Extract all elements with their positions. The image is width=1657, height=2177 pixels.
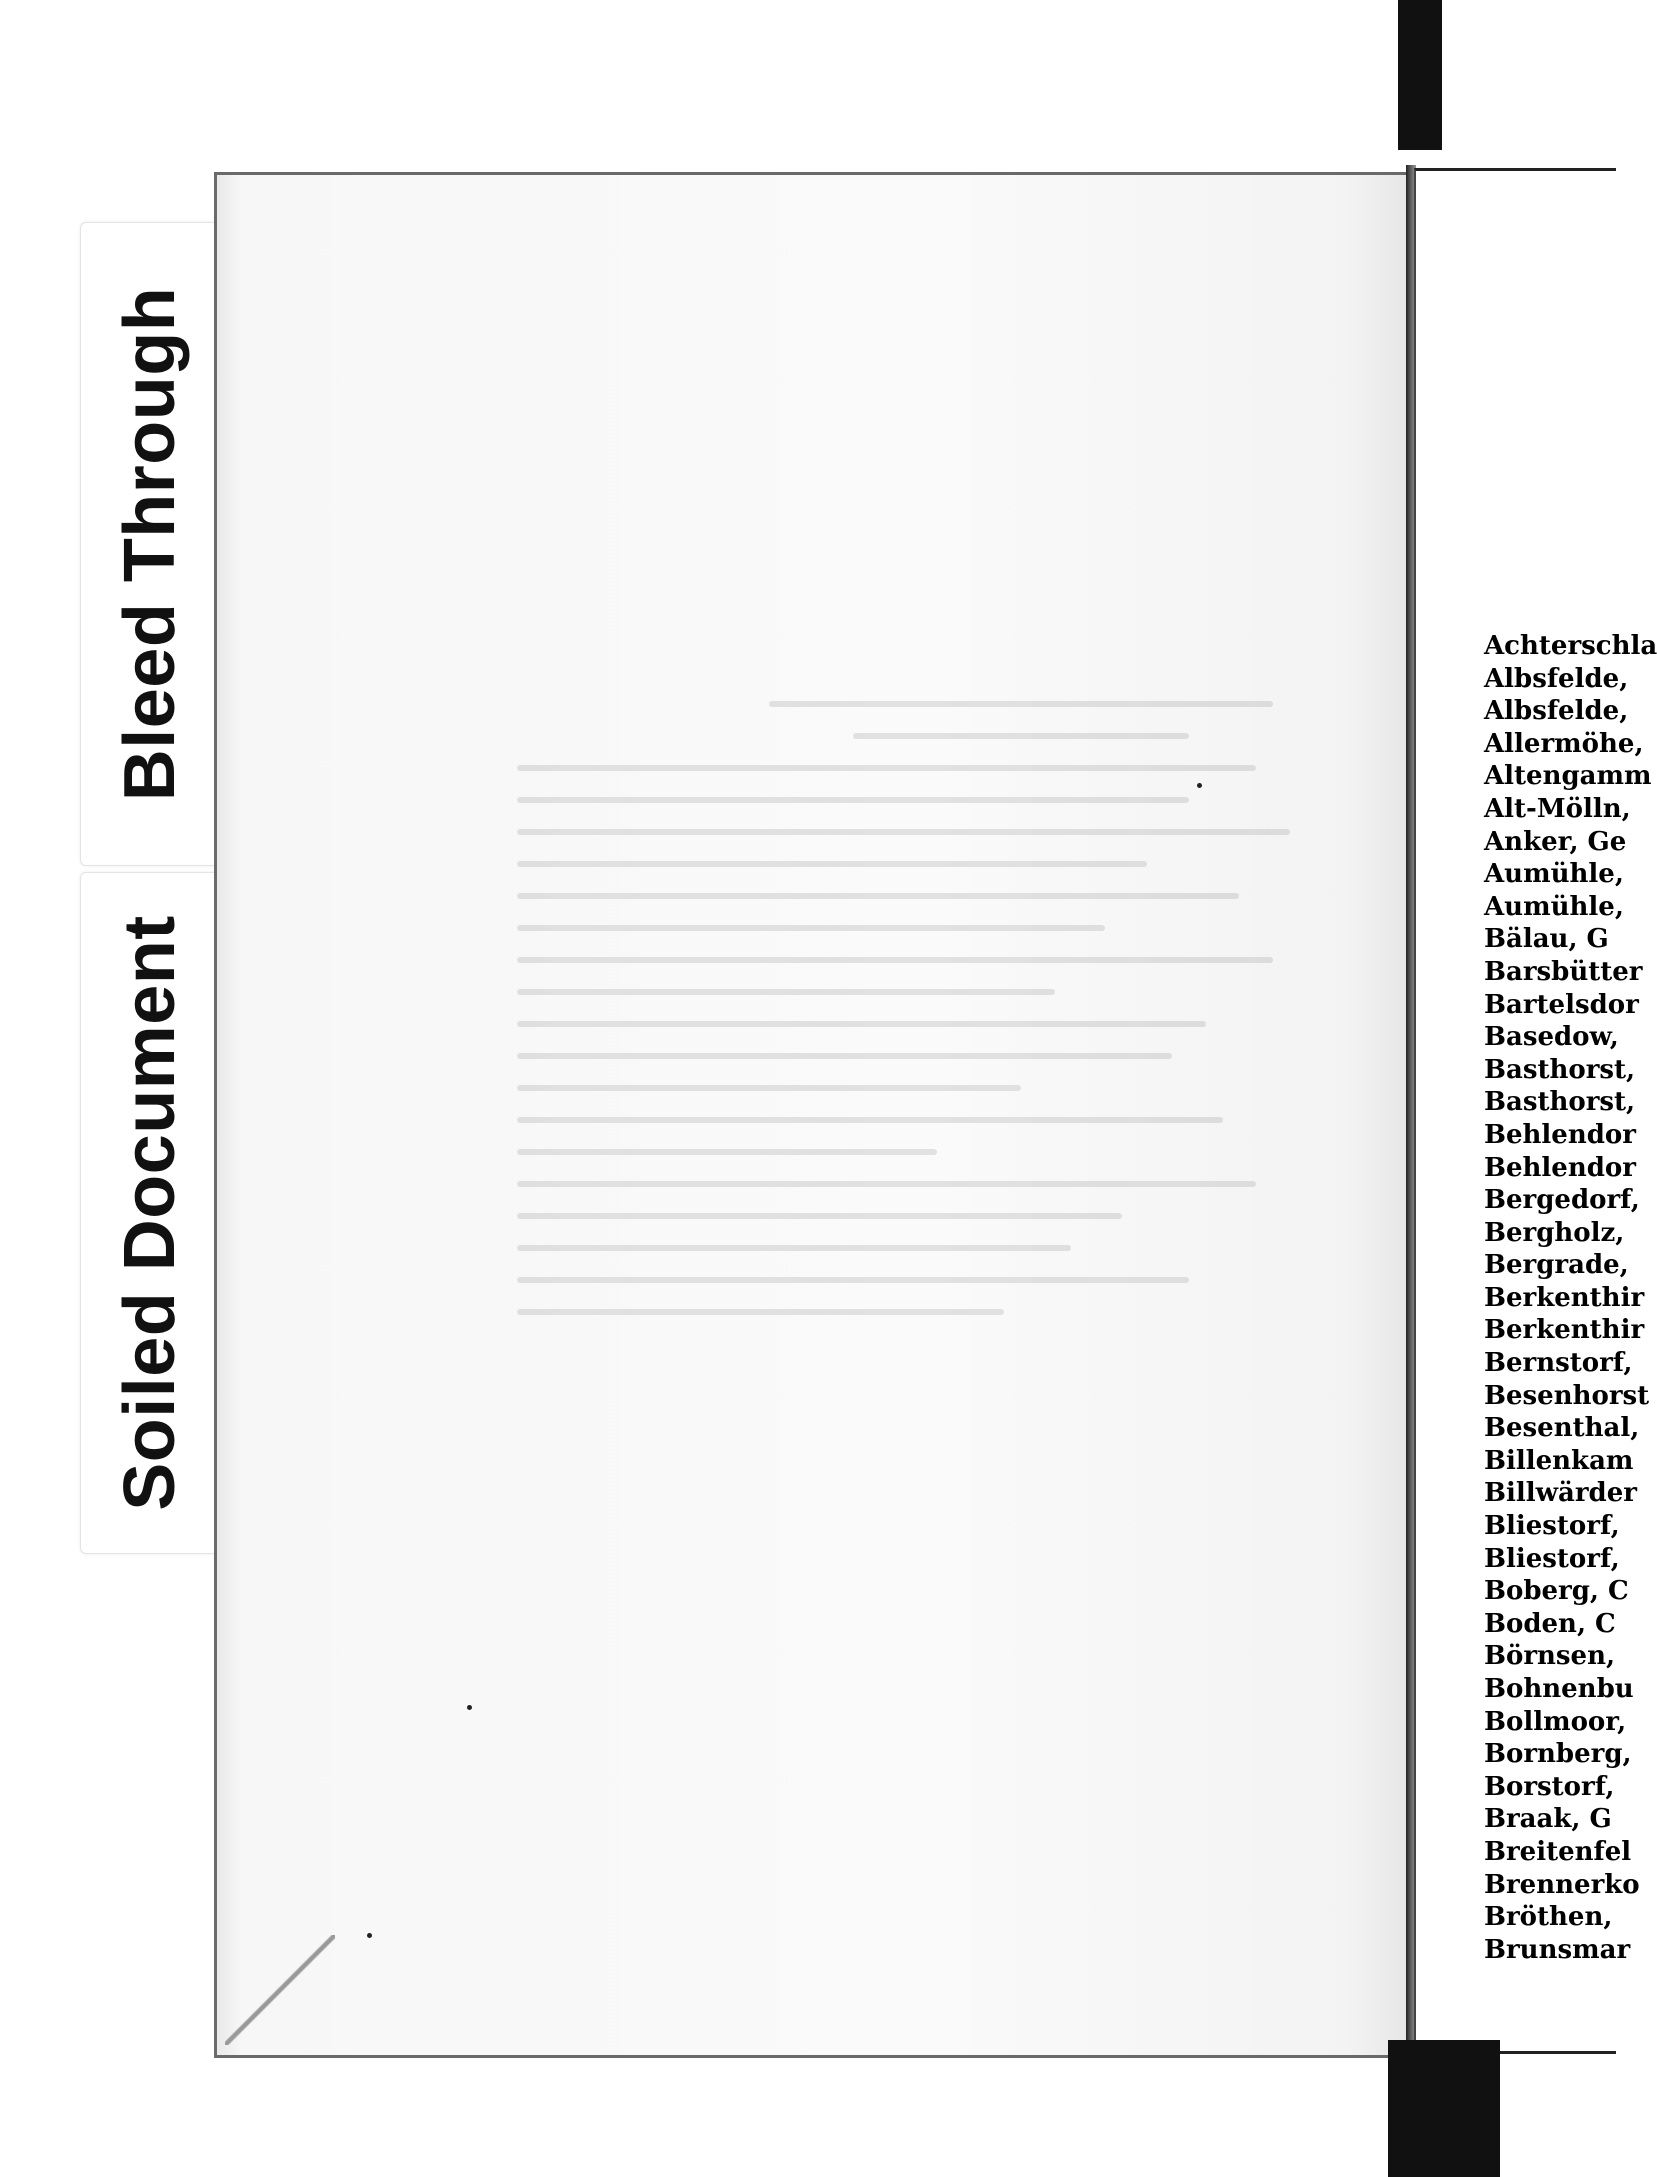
list-item: Achterschla [1484,631,1657,661]
list-item: Alt-Mölln, [1484,793,1631,824]
list-item: Börnsen, [1484,1641,1616,1672]
list-item: Boden, C [1484,1608,1616,1639]
speck [467,1705,472,1710]
place-name-list [1484,630,1657,1966]
list-item: Bergrade, [1484,1250,1629,1281]
list-item: Bartelsdor [1484,989,1639,1020]
bleed-through-label: Bleed Through [110,286,190,802]
speck [1197,783,1202,788]
bleed-through-ghost-text [517,675,1357,1875]
list-item: Bliestorf, [1484,1543,1620,1574]
list-item: Albsfelde, [1484,663,1629,694]
list-item: Brunsmar [1484,1934,1631,1965]
list-item: Besenhorst [1484,1380,1650,1411]
blank-left-page [214,172,1411,2058]
list-item: Albsfelde, [1484,696,1629,727]
list-item: Bliestorf, [1484,1511,1620,1542]
list-item: Aumühle, [1484,891,1624,922]
list-item: Braak, G [1484,1804,1612,1835]
list-item: Bälau, G [1484,924,1609,955]
list-item: Anker, Ge [1484,826,1627,857]
list-item: Behlendor [1484,1119,1636,1150]
bleed-through-tab [80,222,220,866]
list-item: Breitenfel [1484,1836,1632,1867]
list-item: Altengamm [1484,761,1652,792]
list-item: Besenthal, [1484,1413,1640,1444]
list-item: Bernstorf, [1484,1348,1633,1379]
list-item: Borstorf, [1484,1771,1615,1802]
list-item: Bollmoor, [1484,1706,1627,1737]
list-item: Brennerko [1484,1869,1640,1900]
list-item: Bergedorf, [1484,1185,1640,1216]
list-item: Bornberg, [1484,1739,1632,1770]
list-item: Aumühle, [1484,859,1624,890]
list-item: Boberg, C [1484,1576,1629,1607]
list-item: Berkenthir [1484,1282,1645,1313]
list-item: Basthorst, [1484,1054,1636,1085]
list-item: Basedow, [1484,1022,1619,1053]
soiled-document-label: Soiled Document [110,915,190,1511]
list-item: Bröthen, [1484,1902,1613,1933]
list-item: Allermöhe, [1484,728,1644,759]
binding-strip-top [1398,0,1442,150]
speck [367,1933,372,1938]
list-item: Bohnenbu [1484,1674,1634,1704]
list-item: Billwärder [1484,1478,1637,1509]
list-item: Bergholz, [1484,1217,1625,1248]
list-item: Billenkam [1484,1445,1634,1476]
list-item: Behlendor [1484,1152,1636,1183]
list-item: Berkenthir [1484,1315,1645,1346]
binding-strip-bottom [1388,2040,1500,2177]
list-item: Barsbütter [1484,956,1643,987]
soiled-document-tab [80,872,220,1554]
list-item: Basthorst, [1484,1087,1636,1118]
